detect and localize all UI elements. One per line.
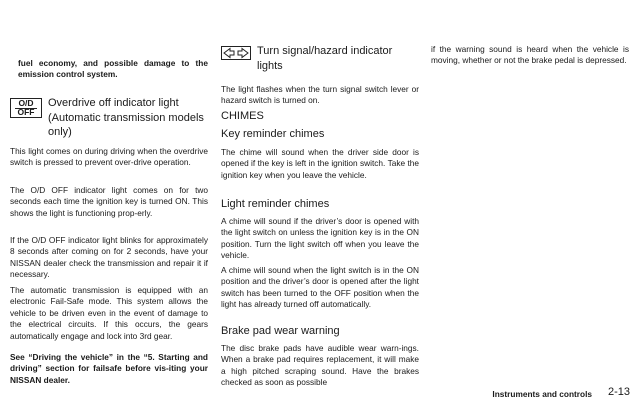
intro-paragraph: fuel economy, and possible damage to the emission control system. xyxy=(18,58,208,80)
chimes-title: CHIMES xyxy=(221,110,264,122)
page-footer xyxy=(456,386,630,402)
overdrive-heading: Overdrive off indicator light (Automatic transmission models only) xyxy=(48,97,204,138)
failsafe-paragraph: The automatic transmission is equipped with an electronic Fail-Safe mode. This system allows the vehicle to be driven even in the event of damage to the electrical circuits. If this occurs, the gears automatically engage and lock into 3rd gear. xyxy=(10,285,208,341)
od-icon-bottom-text: OFF xyxy=(17,107,35,117)
key-reminder-paragraph: The chime will sound when the driver side door is opened if the key is left in the ignition switch. Take the ignition key when you leave the vehicle. xyxy=(221,147,419,180)
turn-signal-arrows-icon xyxy=(221,46,251,60)
turn-signal-heading-block xyxy=(221,44,419,80)
brake-pad-paragraph: The disc brake pads have audible wear warn-ings. When a brake pad requires replacement, it will make a high pitched scraping sound. Have the brakes checked as soon as possible xyxy=(221,343,419,388)
od-icon-top-text: O/D xyxy=(18,98,34,108)
overdrive-paragraph-3: If the O/D OFF indicator light blinks for approximately 8 seconds after coming on for 2 seconds, have your NISSAN dealer check the transmission and repair it if necessary. xyxy=(10,235,208,280)
key-reminder-title: Key reminder chimes xyxy=(221,128,325,140)
overdrive-paragraph-1: This light comes on during driving when the overdrive switch is pressed to prevent over-drive operation. xyxy=(10,146,208,168)
turn-signal-heading: Turn signal/hazard indicator lights xyxy=(257,45,393,72)
light-reminder-paragraph-1: A chime will sound if the driver’s door is opened with the light switch on unless the ignition key is in the ON position. Turn the light switch off when you leave the vehicle. xyxy=(221,216,419,261)
brake-pad-title: Brake pad wear warning xyxy=(221,325,340,337)
page-number: 2-13 xyxy=(607,386,630,398)
overdrive-paragraph-2: The O/D OFF indicator light comes on for two seconds each time the ignition key is turned ON. This shows the light is functioning prop-erly. xyxy=(10,185,208,218)
od-off-indicator-icon xyxy=(10,98,42,118)
light-reminder-paragraph-2: A chime will sound when the light switch is in the ON position and the driver’s door is opened after the light switch has been turned to the OFF position when the light has already turned off automatically. xyxy=(221,265,419,310)
section-name: Instruments and controls xyxy=(492,389,592,399)
see-driving-paragraph: See “Driving the vehicle” in the “5. Starting and driving” section for failsafe before vis-iting your NISSAN dealer. xyxy=(10,352,208,385)
turn-signal-paragraph: The light flashes when the turn signal switch lever or hazard switch is turned on. xyxy=(221,84,419,106)
overdrive-heading-block xyxy=(10,96,208,140)
brake-continuation-paragraph: if the warning sound is heard when the vehicle is moving, whether or not the brake pedal is depressed. xyxy=(431,44,629,66)
light-reminder-title: Light reminder chimes xyxy=(221,198,330,210)
